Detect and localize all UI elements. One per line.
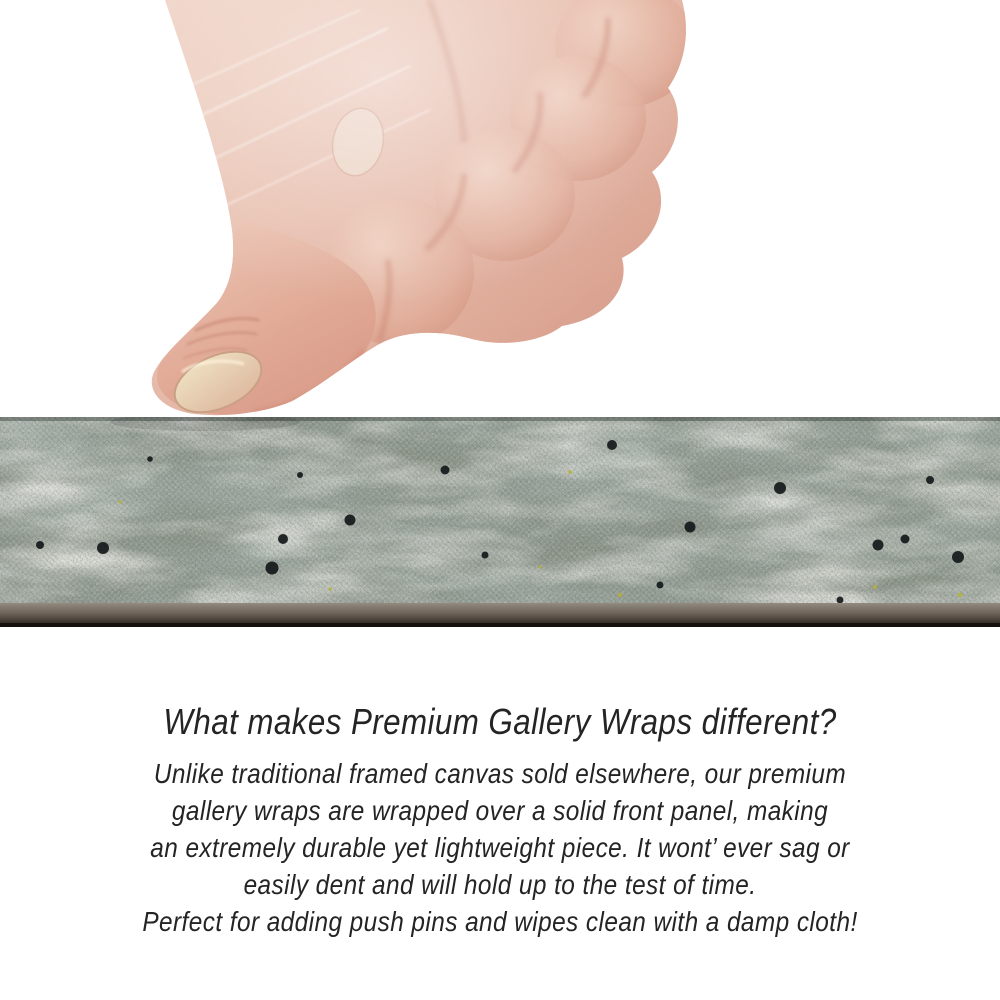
hand-pressing-icon xyxy=(130,0,690,421)
info-line: an extremely durable yet lightweight piece. It wont’ ever sag or xyxy=(150,832,850,863)
info-line: gallery wraps are wrapped over a solid front panel, making xyxy=(171,795,829,826)
info-text-block xyxy=(65,700,935,940)
info-body xyxy=(65,755,935,940)
info-line: easily dent and will hold up to the test of time. xyxy=(243,869,757,900)
canvas-edge-strip xyxy=(0,417,1000,627)
info-line: Perfect for adding push pins and wipes clean with a damp cloth! xyxy=(142,906,858,937)
info-heading: What makes Premium Gallery Wraps different? xyxy=(163,701,837,742)
info-line: Unlike traditional framed canvas sold elsewhere, our premium xyxy=(153,758,847,789)
